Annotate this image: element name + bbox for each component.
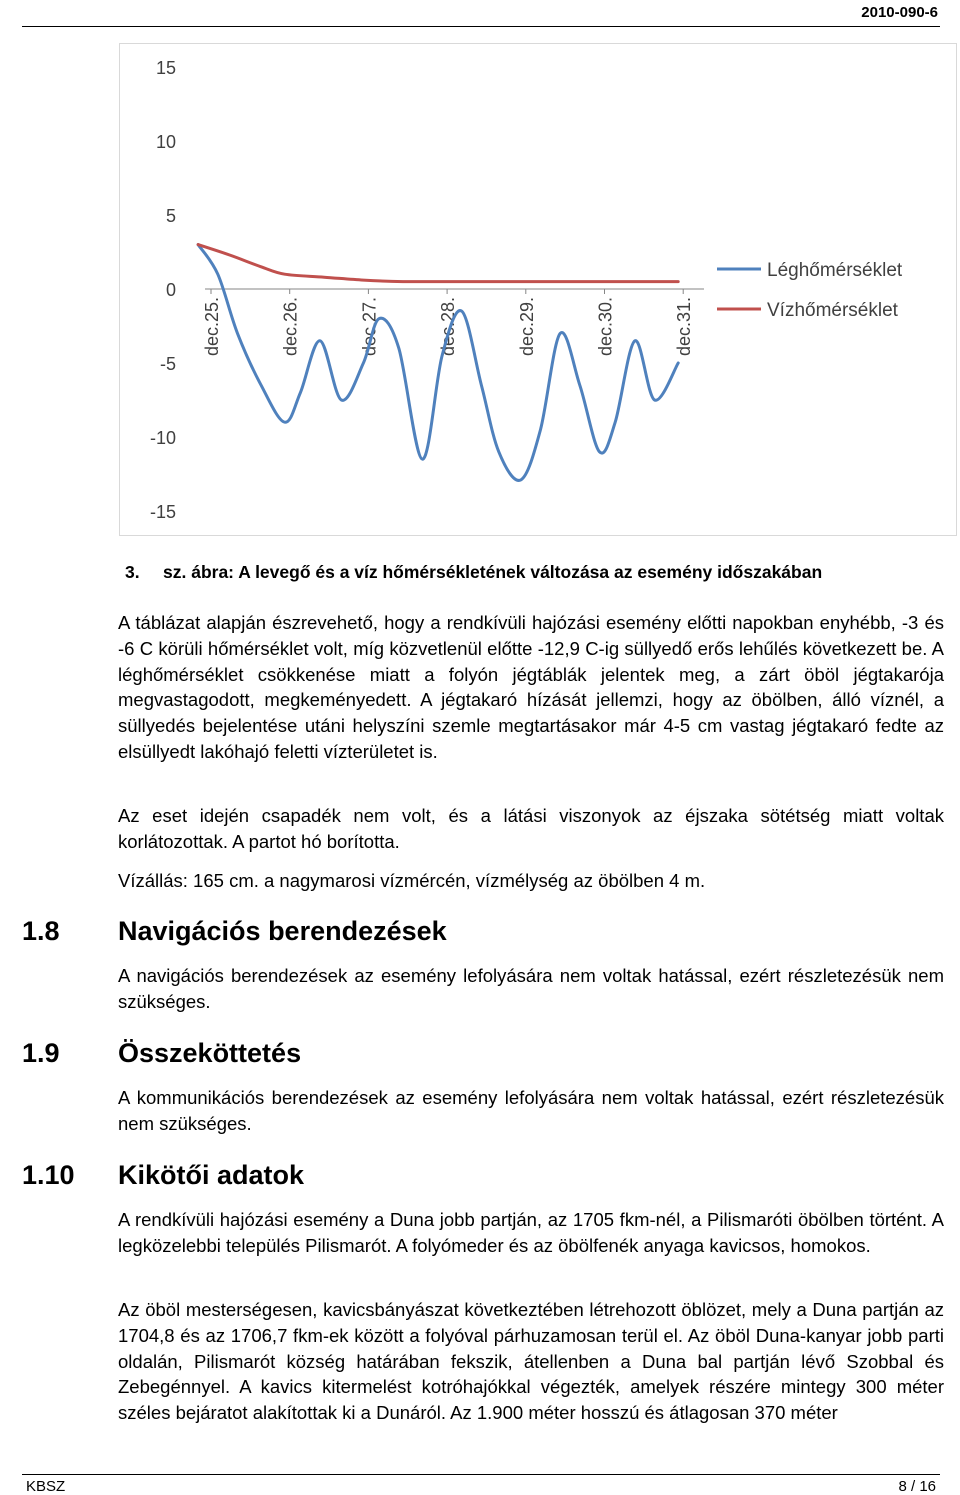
section-number: 1.8: [22, 916, 60, 946]
caption-number: 3.: [125, 562, 140, 582]
y-tick-label: -15: [149, 502, 176, 522]
caption-text: sz. ábra: A levegő és a víz hőmérsékletének változása az esemény időszakában: [163, 562, 823, 582]
paragraph-water-level: Vízállás: 165 cm. a nagymarosi vízmércén, vízmélység az öbölben 4 m.: [118, 870, 706, 891]
section-heading-communication: [22, 1038, 301, 1069]
x-tick-label: dec.30.: [595, 297, 616, 357]
section-number: 1.9: [22, 1038, 60, 1068]
figure-caption: [125, 562, 822, 583]
y-tick-label: 15: [155, 58, 176, 78]
footer-divider: [22, 1474, 940, 1475]
x-tick-label: dec.27.: [359, 297, 380, 357]
section-title: Összeköttetés: [118, 1038, 302, 1068]
section-heading-port-data: [22, 1160, 304, 1191]
x-tick-label: dec.29.: [516, 297, 537, 357]
section-number: 1.10: [22, 1160, 75, 1190]
paragraph-bay-description: Az öböl mesterségesen, kavicsbányászat következtében létrehozott öblözet, mely a Duna partján az 1704,8 és az 1706,7 fkm-ek között a folyóval párhuzamosan terül el. Az öböl Duna-kanyar jobb parti oldalán, Pilismarót község határában fekszik, átellenben a Duna bal partján lévő Szobbal és Zebegénnyel. A kavics kitermelést kotróhajókkal végezték, amelyek részére mintegy 300 méter széles bejáratot alakítottak ki a Dunáról. Az 1.900 méter hosszú és átlagosan 370 méter: [118, 1299, 944, 1424]
footer-organization: KBSZ: [26, 1478, 66, 1495]
y-tick-label: 5: [165, 206, 176, 226]
paragraph-weather: A táblázat alapján észrevehető, hogy a rendkívüli hajózási esemény előtti napokban enyhébb, -3 és -6 C körüli hőmérséklet volt, míg közvetlenül előtte -12,9 C-ig süllyedő erős lehűlés következett be. A léghőmérséklet csökkenése miatt a folyón jégtáblák jelentek meg, a zárt öböl jégtakarója megvastagodott, megkeményedett. A jégtakaró hízását jellemzi, hogy az öbölben, álló víznél, a süllyedés bejelentése utáni helyszíni szemle megtartásakor már 4-5 cm vastag jégtakaró fedte az elsüllyedt lakóhajó feletti vízterületet is.: [118, 612, 944, 762]
x-tick-label: dec.25.: [202, 297, 222, 357]
paragraph-communication: A kommunikációs berendezések az esemény lefolyására nem voltak hatással, ezért részletezésük nem szükséges.: [118, 1087, 944, 1134]
y-tick-label: 0: [165, 280, 176, 300]
x-tick-label: dec.28.: [438, 297, 459, 357]
y-tick-label: -5: [159, 354, 176, 374]
y-tick-label: -10: [149, 428, 176, 448]
legend-label: Léghőmérséklet: [767, 260, 903, 281]
legend-label: Vízhőmérséklet: [767, 300, 898, 321]
document-id: 2010-090-6: [861, 4, 938, 21]
y-tick-label: 10: [155, 132, 176, 152]
x-tick-label: dec.26.: [280, 297, 301, 357]
header-divider: [22, 26, 940, 27]
paragraph-port-data: A rendkívüli hajózási esemény a Duna jobb partján, az 1705 fkm-nél, a Pilismaróti öbölben történt. A legközelebbi település Pilismarót. A folyómeder és az öbölfenék anyaga kavicsos, homokos.: [118, 1209, 944, 1256]
chart-svg: [119, 43, 957, 536]
section-title: Navigációs berendezések: [118, 916, 447, 946]
paragraph-navigation: A navigációs berendezések az esemény lefolyására nem voltak hatással, ezért részletezésük nem szükséges.: [118, 965, 944, 1012]
temperature-chart: [119, 43, 957, 536]
footer-page-number: 8 / 16: [898, 1478, 936, 1495]
paragraph-visibility: Az eset idején csapadék nem volt, és a látási viszonyok az éjszaka sötétség miatt voltak korlátozottak. A partot hó borította.: [118, 805, 944, 852]
section-title: Kikötői adatok: [118, 1160, 305, 1190]
section-heading-navigation: [22, 916, 447, 947]
x-tick-label: dec.31.: [674, 297, 695, 357]
